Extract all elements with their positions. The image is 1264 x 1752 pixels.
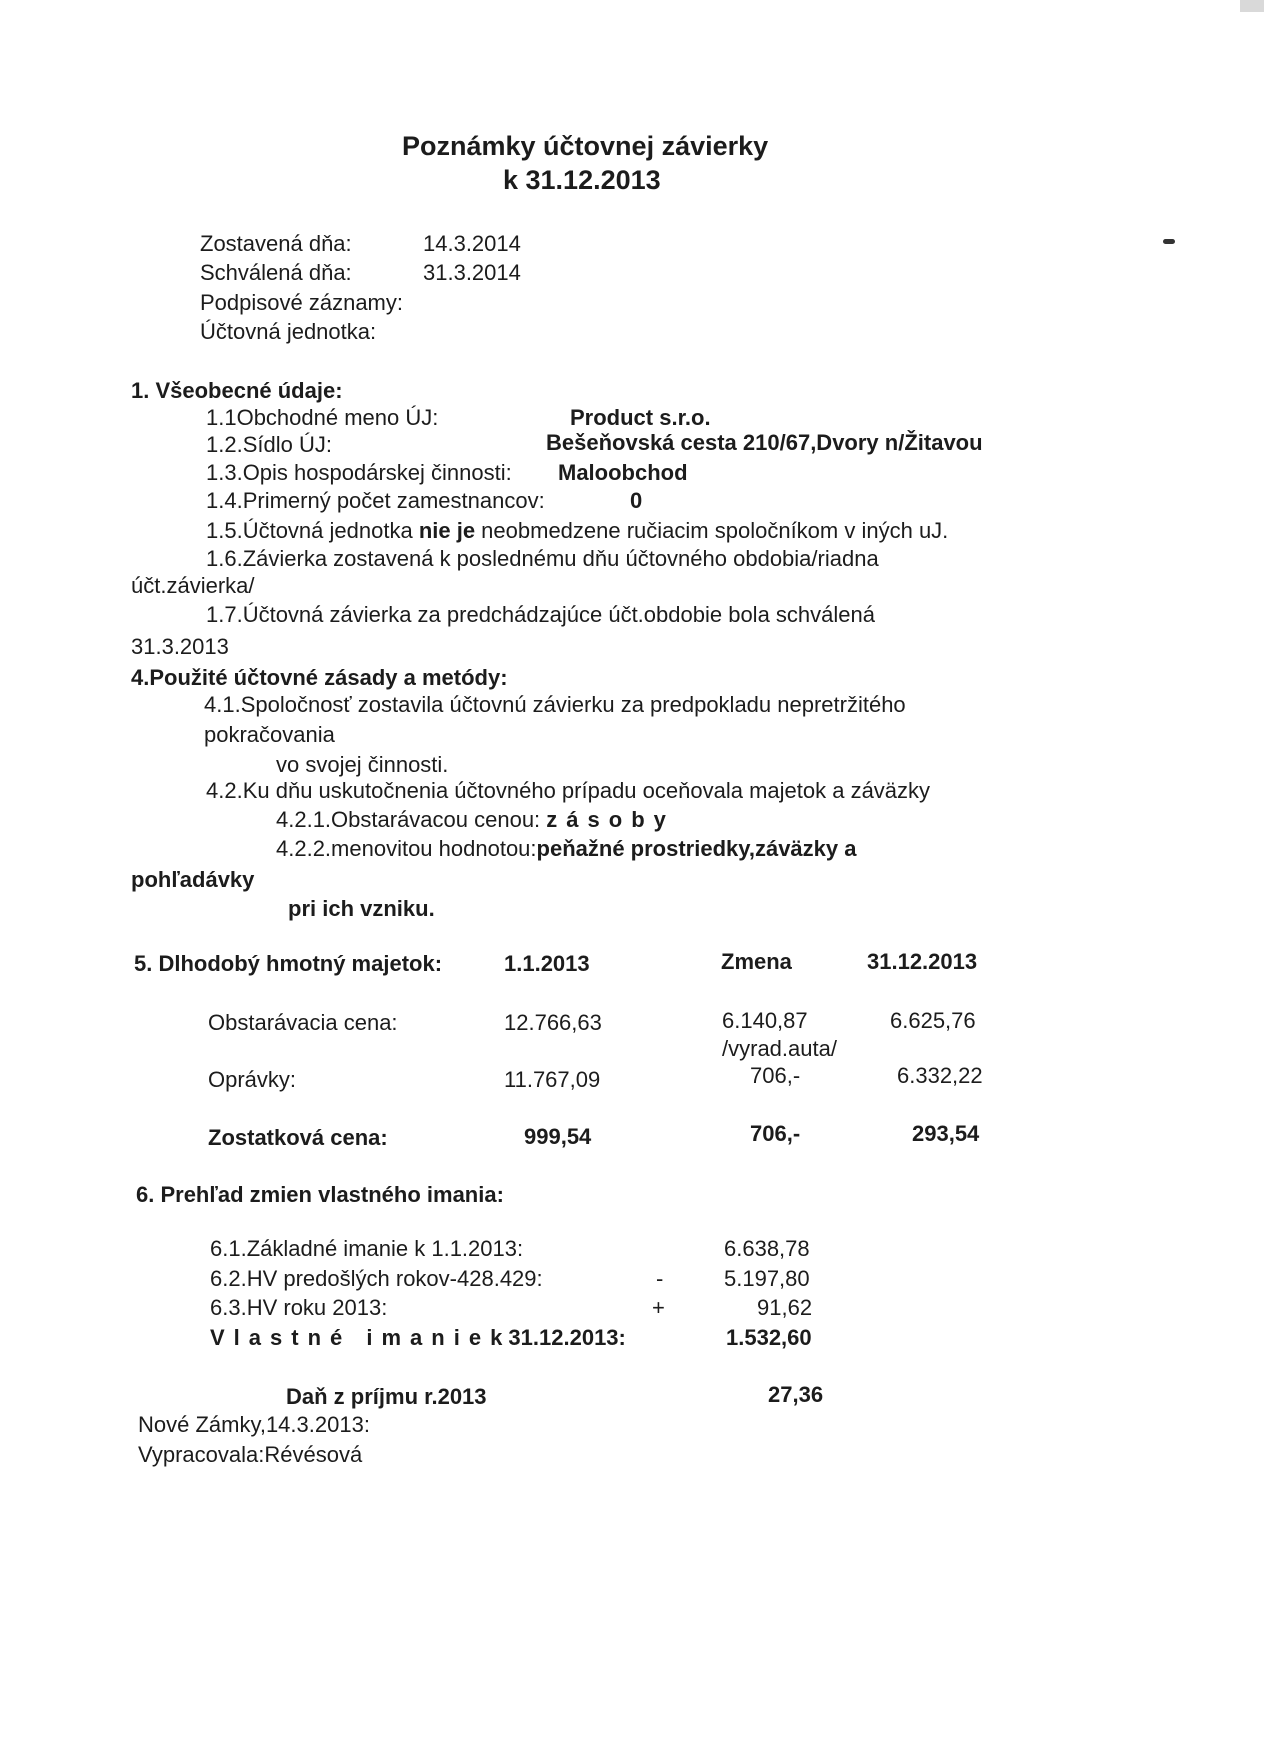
line-4-2-2-label: 4.2.2.menovitou hodnotou: xyxy=(276,836,537,861)
line-4-1-b: pokračovania xyxy=(204,722,335,747)
line-4-2: 4.2.Ku dňu uskutočnenia účtovného prípadu oceňovala majetok a záväzky xyxy=(206,778,931,803)
section4-heading: 4.Použité účtovné zásady a metódy: xyxy=(131,665,508,690)
line-1-7-a: 1.7.Účtovná závierka za predchádzajúce účt.obdobie bola schválená xyxy=(206,602,875,627)
line-4-2-1 xyxy=(276,807,675,833)
zostatkova-change: 706,- xyxy=(750,1121,801,1146)
line-4-1-a: 4.1.Spoločnosť zostavila účtovnú závierku za predpokladu nepretržitého xyxy=(204,692,906,717)
line-1-5 xyxy=(206,518,948,544)
zostatkova-start: 999,54 xyxy=(524,1124,592,1149)
hv-roku-label: 6.3.HV roku 2013: xyxy=(210,1295,388,1320)
zakladne-imanie-value: 6.638,78 xyxy=(724,1236,810,1261)
line-1-5-c: neobmedzene ručiacim spoločníkom v iných uJ. xyxy=(475,518,949,543)
line-4-1-c: vo svojej činnosti. xyxy=(276,752,449,777)
schvalena-value: 31.3.2014 xyxy=(423,260,521,285)
line-1-5-a: 1.5.Účtovná jednotka xyxy=(206,518,419,543)
podpisove-zaznamy: Podpisové záznamy: xyxy=(200,290,403,315)
zostatkova-end: 293,54 xyxy=(912,1121,980,1146)
zostavena-label: Zostavená dňa: xyxy=(200,231,352,256)
obstaravacia-note: /vyrad.auta/ xyxy=(722,1036,837,1061)
hv-roku-value: 91,62 xyxy=(757,1295,813,1320)
pocet-zamestnancov-value: 0 xyxy=(630,488,643,513)
line-4-2-2-value: peňažné prostriedky,záväzky a xyxy=(536,836,857,861)
line-1-7-b: 31.3.2013 xyxy=(131,634,229,659)
obstaravacia-change: 6.140,87 xyxy=(722,1008,808,1033)
line-4-2-1-label: 4.2.1.Obstarávacou cenou: xyxy=(276,807,547,832)
opravky-label: Oprávky: xyxy=(208,1067,297,1092)
obchodne-meno-label: 1.1Obchodné meno ÚJ: xyxy=(206,405,439,430)
dan-z-prijmu-label: Daň z príjmu r.2013 xyxy=(286,1384,487,1409)
col-header-change: Zmena xyxy=(721,949,792,974)
vlastne-imanie-date: k 31.12.2013: xyxy=(490,1325,626,1350)
line-1-5-b: nie je xyxy=(418,518,476,543)
zakladne-imanie-label: 6.1.Základné imanie k 1.1.2013: xyxy=(210,1236,524,1261)
document-title: Poznámky účtovnej závierky xyxy=(402,131,769,161)
line-1-6-b: účt.závierka/ xyxy=(131,573,255,598)
hv-predoslych-value: 5.197,80 xyxy=(724,1266,810,1291)
line-1-6-a: 1.6.Závierka zostavená k poslednému dňu účtovného obdobia/riadna xyxy=(206,546,879,571)
obstaravacia-end: 6.625,76 xyxy=(890,1008,976,1033)
scan-speck xyxy=(1163,239,1175,244)
col-header-end: 31.12.2013 xyxy=(867,949,978,974)
opis-cinnosti-label: 1.3.Opis hospodárskej činnosti: xyxy=(206,460,512,485)
obchodne-meno-value: Product s.r.o. xyxy=(570,405,711,430)
section6-heading: 6. Prehľad zmien vlastného imania: xyxy=(136,1182,504,1207)
opis-cinnosti-value: Maloobchod xyxy=(558,460,688,485)
zostavena-value: 14.3.2014 xyxy=(423,231,521,256)
col-header-start: 1.1.2013 xyxy=(504,951,590,976)
line-4-2-2-cont: pohľadávky xyxy=(131,867,255,892)
uctovna-jednotka: Účtovná jednotka: xyxy=(200,319,377,344)
zostatkova-label: Zostatková cena: xyxy=(208,1125,388,1150)
document-date: k 31.12.2013 xyxy=(503,165,661,195)
obstaravacia-label: Obstarávacia cena: xyxy=(208,1010,398,1035)
sidlo-label: 1.2.Sídlo ÚJ: xyxy=(206,432,332,457)
vlastne-imanie xyxy=(210,1325,626,1351)
line-4-2-2-end: pri ich vzniku. xyxy=(288,896,435,921)
opravky-start: 11.767,09 xyxy=(504,1067,601,1092)
hv-predoslych-sign: - xyxy=(656,1266,664,1291)
hv-predoslych-label: 6.2.HV predošlých rokov-428.429: xyxy=(210,1266,543,1291)
line-4-2-1-value: zásoby xyxy=(546,807,675,832)
opravky-change: 706,- xyxy=(750,1063,801,1088)
page-edge-mark xyxy=(1240,0,1264,12)
section1-heading: 1. Všeobecné údaje: xyxy=(131,378,343,403)
section5-heading: 5. Dlhodobý hmotný majetok: xyxy=(134,951,443,976)
dan-z-prijmu-value: 27,36 xyxy=(768,1382,824,1407)
opravky-end: 6.332,22 xyxy=(897,1063,983,1088)
prepared-by: Vypracovala:Révésová xyxy=(138,1442,363,1467)
sidlo-value: Bešeňovská cesta 210/67,Dvory n/Žitavou xyxy=(546,430,983,455)
line-4-2-2 xyxy=(276,836,857,862)
vlastne-imanie-value: 1.532,60 xyxy=(726,1325,812,1350)
place-date: Nové Zámky,14.3.2013: xyxy=(138,1412,370,1437)
schvalena-label: Schválená dňa: xyxy=(200,260,352,285)
hv-roku-sign: + xyxy=(652,1295,665,1320)
pocet-zamestnancov-label: 1.4.Primerný počet zamestnancov: xyxy=(206,488,545,513)
vlastne-imanie-label: Vlastné imanie xyxy=(210,1325,491,1350)
obstaravacia-start: 12.766,63 xyxy=(504,1010,602,1035)
